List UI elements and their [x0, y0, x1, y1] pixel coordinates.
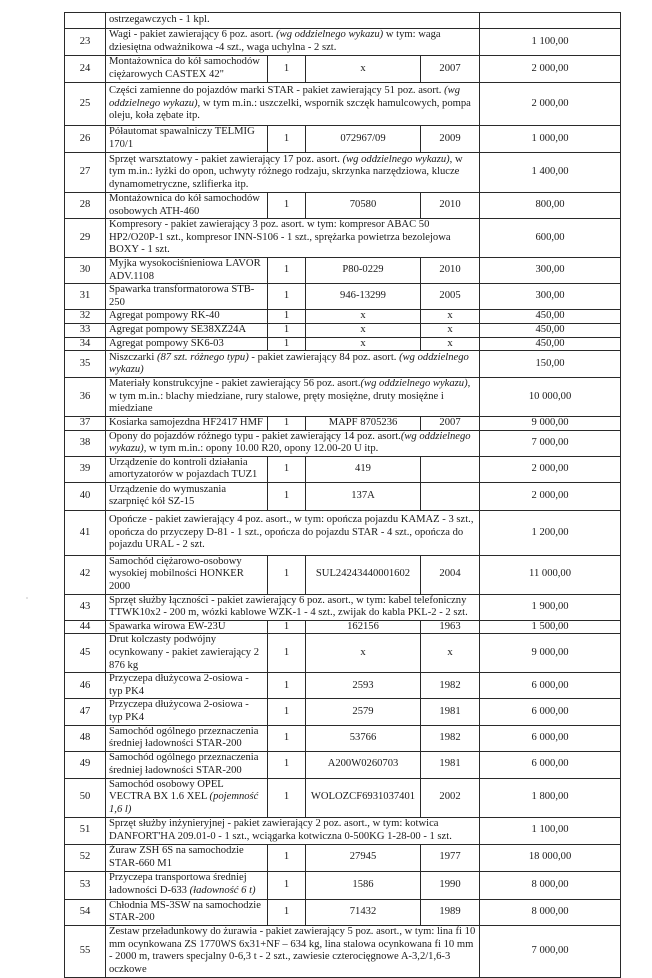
item-description: Samochód ogólnego przeznaczenia średniej ładowności STAR-200 [106, 725, 268, 751]
row-number: 25 [65, 83, 106, 126]
text-run: Części zamienne do pojazdów marki STAR - pakiet zawierający 51 poz. asort. [109, 85, 445, 97]
value-cell: 450,00 [480, 310, 621, 324]
table-row [65, 751, 621, 778]
table-row [65, 153, 621, 193]
year-cell: 2002 [421, 778, 480, 817]
value-cell: 2 000,00 [480, 56, 621, 83]
serial-number-cell: x [306, 323, 421, 337]
row-number: 34 [65, 337, 106, 351]
item-description [106, 351, 480, 378]
item-description [106, 925, 480, 977]
italic-note: (wg oddzielnego wykazu), [109, 430, 471, 455]
row-number: 41 [65, 510, 106, 555]
item-description [106, 778, 268, 817]
text-run: Opony do pojazdów różnego typu - pakiet zawierający 14 poz. asort. [109, 430, 401, 442]
item-description: Półautomat spawalniczy TELMIG 170/1 [106, 126, 268, 153]
item-description [106, 83, 480, 126]
serial-number-cell: x [306, 310, 421, 324]
item-description [106, 378, 480, 417]
inventory-table-body [65, 13, 621, 978]
serial-number-cell: x [306, 337, 421, 351]
year-cell [421, 456, 480, 482]
text-run: w tym m.in.: blachy miedziane, rury stalowe, pręty mosiężne, druty mosiężne i miedziane [109, 390, 444, 415]
item-description: Agregat pompowy SE38XZ24A [106, 323, 268, 337]
value-cell: 8 000,00 [480, 899, 621, 925]
item-description: Przyczepa dłużycowa 2-osiowa - typ PK4 [106, 699, 268, 725]
row-number: 44 [65, 620, 106, 634]
row-number: 54 [65, 899, 106, 925]
item-description: Montażownica do kół samochodów osobowych ATH-460 [106, 193, 268, 219]
row-number: 52 [65, 844, 106, 871]
table-row [65, 337, 621, 351]
table-row [65, 778, 621, 817]
value-cell: 7 000,00 [480, 925, 621, 977]
row-number: 31 [65, 284, 106, 310]
row-number: 49 [65, 751, 106, 778]
row-number: 38 [65, 430, 106, 456]
table-row [65, 634, 621, 673]
table-row [65, 56, 621, 83]
quantity-cell: 1 [268, 871, 306, 899]
table-row [65, 844, 621, 871]
quantity-cell: 1 [268, 310, 306, 324]
row-number: 51 [65, 817, 106, 844]
value-cell: 1 400,00 [480, 153, 621, 193]
table-row [65, 482, 621, 510]
row-number: 48 [65, 725, 106, 751]
row-number: 45 [65, 634, 106, 673]
quantity-cell: 1 [268, 634, 306, 673]
row-number: 28 [65, 193, 106, 219]
table-row [65, 594, 621, 620]
year-cell: 1982 [421, 673, 480, 699]
year-cell: x [421, 337, 480, 351]
serial-number-cell: 27945 [306, 844, 421, 871]
item-description [106, 153, 480, 193]
year-cell: 1982 [421, 725, 480, 751]
row-number: 27 [65, 153, 106, 193]
value-cell: 18 000,00 [480, 844, 621, 871]
row-number: 42 [65, 555, 106, 594]
item-description: Drut kolczasty podwójny ocynkowany - pakiet zawierający 2 876 kg [106, 634, 268, 673]
serial-number-cell: SUL24243440001602 [306, 555, 421, 594]
row-number: 32 [65, 310, 106, 324]
text-run: Sprzęt warsztatowy - pakiet zawierający 17 poz. asort. [109, 153, 343, 165]
text-run: Wagi - pakiet zawierający 6 poz. asort. [109, 29, 277, 41]
table-row [65, 351, 621, 378]
value-cell: 7 000,00 [480, 430, 621, 456]
quantity-cell: 1 [268, 284, 306, 310]
quantity-cell: 1 [268, 456, 306, 482]
year-cell: 1981 [421, 751, 480, 778]
table-row [65, 310, 621, 324]
text-run: Sprzęt służby łączności - pakiet zawierający 6 poz. asort., w tym: kabel telefoniczny TTWK10x2 - 200 m, wózki kablowe WZK-1 - 4 szt., zwijak do kabla PKL-2 - 2 szt. [109, 594, 468, 619]
value-cell: 6 000,00 [480, 725, 621, 751]
table-row [65, 284, 621, 310]
quantity-cell: 1 [268, 620, 306, 634]
text-run: ostrzegawczych - 1 kpl. [109, 14, 210, 26]
value-cell: 9 000,00 [480, 634, 621, 673]
quantity-cell: 1 [268, 257, 306, 283]
italic-note: (87 szt. różnego typu) [156, 351, 249, 363]
year-cell: 1989 [421, 899, 480, 925]
table-row [65, 871, 621, 899]
quantity-cell: 1 [268, 126, 306, 153]
table-row [65, 925, 621, 977]
item-description: Samochód ciężarowo-osobowy wysokiej mobilności HONKER 2000 [106, 555, 268, 594]
serial-number-cell: x [306, 634, 421, 673]
serial-number-cell: 946-13299 [306, 284, 421, 310]
serial-number-cell: MAPF 8705236 [306, 416, 421, 430]
text-run: Sprzęt służby inżynieryjnej - pakiet zawierający 2 poz. asort., w tym: kotwica DANFORT'HA 209.01-0 - 1 szt., wciągarka kotwiczna 0-500KG 1-28-00 - 1 szt. [109, 817, 452, 842]
quantity-cell: 1 [268, 751, 306, 778]
year-cell: 2005 [421, 284, 480, 310]
row-number: 47 [65, 699, 106, 725]
value-cell: 300,00 [480, 284, 621, 310]
table-row [65, 899, 621, 925]
item-description: Przyczepa dłużycowa 2-osiowa - typ PK4 [106, 673, 268, 699]
item-description [106, 594, 480, 620]
value-cell: 10 000,00 [480, 378, 621, 417]
row-number: 30 [65, 257, 106, 283]
item-description: Kosiarka samojezdna HF2417 HMF [106, 416, 268, 430]
row-number: 26 [65, 126, 106, 153]
value-cell: 150,00 [480, 351, 621, 378]
item-description: Spawarka transformatorowa STB-250 [106, 284, 268, 310]
row-number: 37 [65, 416, 106, 430]
italic-note: (wg oddzielnego wykazu) [342, 153, 450, 165]
value-cell: 300,00 [480, 257, 621, 283]
table-row [65, 456, 621, 482]
table-row [65, 13, 621, 29]
serial-number-cell: 2579 [306, 699, 421, 725]
italic-note: (wg oddzielnego wykazu), [109, 85, 460, 109]
table-row [65, 416, 621, 430]
row-number: 50 [65, 778, 106, 817]
italic-note: (wg oddzielnego wykazu) [109, 351, 469, 376]
serial-number-cell: 072967/09 [306, 126, 421, 153]
year-cell [421, 482, 480, 510]
quantity-cell: 1 [268, 193, 306, 219]
serial-number-cell: 419 [306, 456, 421, 482]
quantity-cell: 1 [268, 844, 306, 871]
value-cell: 1 100,00 [480, 817, 621, 844]
text-run: w tym: waga dziesiętna odważnikowa -4 szt., waga uchylna - 2 szt. [109, 29, 441, 53]
serial-number-cell: x [306, 56, 421, 83]
year-cell: 2010 [421, 257, 480, 283]
year-cell: x [421, 634, 480, 673]
year-cell: 1990 [421, 871, 480, 899]
item-description: Urządzenie do kontroli działania amortyzatorów w pojazdach TUZ1 [106, 456, 268, 482]
table-row [65, 83, 621, 126]
quantity-cell: 1 [268, 778, 306, 817]
row-number: 29 [65, 219, 106, 258]
value-cell: 1 500,00 [480, 620, 621, 634]
table-row [65, 699, 621, 725]
serial-number-cell: A200W0260703 [306, 751, 421, 778]
text-run: w tym m.in.: opony 10.00 R20, opony 12.00-20 U itp. [146, 443, 379, 455]
year-cell: x [421, 323, 480, 337]
table-row [65, 257, 621, 283]
value-cell: 6 000,00 [480, 673, 621, 699]
row-number: 33 [65, 323, 106, 337]
year-cell: x [421, 310, 480, 324]
row-number: 39 [65, 456, 106, 482]
year-cell: 2009 [421, 126, 480, 153]
item-description [106, 29, 480, 56]
table-row [65, 430, 621, 456]
row-number: 23 [65, 29, 106, 56]
table-row [65, 620, 621, 634]
item-description: Agregat pompowy SK6-03 [106, 337, 268, 351]
item-description: Spawarka wirowa EW-23U [106, 620, 268, 634]
inventory-table [64, 12, 621, 978]
text-run: Kompresory - pakiet zawierający 3 poz. asort. w tym: kompresor ABAC 50 HP2/O20P-1 szt., kompresor INN-S106 - 1 szt., sprężarka powietrza bezolejowa BOXY - 1 szt. [109, 219, 451, 256]
text-run: Zestaw przeładunkowy do żurawia - pakiet zawierający 5 poz. asort., w tym: lina fi 10 mm ocynkowana ZS 1770WS 6x31+NF – 634 kg, lina stalowa ocynkowana fi 10 mm - 2000 m, trawers specjalny 0-6,3 t - 2 szt., zawiesie czterocięgnowe A-3,2/1,6-3 oczkowe [109, 926, 476, 975]
quantity-cell: 1 [268, 899, 306, 925]
year-cell: 1981 [421, 699, 480, 725]
row-number: 55 [65, 925, 106, 977]
value-cell [480, 13, 621, 29]
text-run: w tym m.in.: uszczelki, wspornik szczęk hamulcowych, pompa oleju, koła zębate itp. [109, 97, 471, 122]
value-cell: 9 000,00 [480, 416, 621, 430]
text-run: Niszczarki [109, 351, 157, 363]
row-number: 43 [65, 594, 106, 620]
item-description: Żuraw ZSH 6S na samochodzie STAR-660 M1 [106, 844, 268, 871]
table-row [65, 29, 621, 56]
text-run: - pakiet zawierający 84 poz. asort. [248, 351, 400, 363]
value-cell: 1 100,00 [480, 29, 621, 56]
value-cell: 2 000,00 [480, 456, 621, 482]
item-description: Urządzenie do wymuszania szarpnięć kół SZ-15 [106, 482, 268, 510]
table-row [65, 126, 621, 153]
value-cell: 1 800,00 [480, 778, 621, 817]
year-cell: 1977 [421, 844, 480, 871]
text-run: Samochód osobowy OPEL VECTRA BX 1.6 XEL [109, 778, 224, 803]
text-run: , w tym m.in.: łyżki do opon, uchwyty różnego rodzaju, skrzynka narzędziowa, klucze dynamometryczne, szlifierka itp. [109, 153, 463, 190]
year-cell: 1963 [421, 620, 480, 634]
table-row [65, 725, 621, 751]
item-description: Agregat pompowy RK-40 [106, 310, 268, 324]
serial-number-cell: 53766 [306, 725, 421, 751]
italic-note: (ładowność 6 t) [189, 885, 256, 897]
serial-number-cell: 2593 [306, 673, 421, 699]
italic-note: (wg oddzielnego wykazu), [360, 378, 471, 390]
year-cell: 2007 [421, 56, 480, 83]
item-description [106, 510, 480, 555]
quantity-cell: 1 [268, 56, 306, 83]
row-number: 40 [65, 482, 106, 510]
table-row [65, 323, 621, 337]
table-row [65, 673, 621, 699]
row-number: 36 [65, 378, 106, 417]
value-cell: 11 000,00 [480, 555, 621, 594]
text-run: Opończe - pakiet zawierający 4 poz. asort., w tym: opończa pojazdu KAMAZ - 3 szt., opończa do przyczepy D-81 - 1 szt., opończa do pojazdu STAR - 4 szt., opończa do pojazdu URAL - 2 szt. [109, 513, 474, 551]
value-cell: 800,00 [480, 193, 621, 219]
quantity-cell: 1 [268, 725, 306, 751]
quantity-cell: 1 [268, 323, 306, 337]
value-cell: 2 000,00 [480, 83, 621, 126]
year-cell: 2007 [421, 416, 480, 430]
item-description: Samochód ogólnego przeznaczenia średniej ładowności STAR-200 [106, 751, 268, 778]
item-description: Chłodnia MS-3SW na samochodzie STAR-200 [106, 899, 268, 925]
row-number: 46 [65, 673, 106, 699]
table-row [65, 555, 621, 594]
item-description [106, 817, 480, 844]
serial-number-cell: 70580 [306, 193, 421, 219]
table-row [65, 817, 621, 844]
value-cell: 450,00 [480, 323, 621, 337]
row-number [65, 13, 106, 29]
italic-note: (wg oddzielnego wykazu) [276, 29, 384, 41]
value-cell: 450,00 [480, 337, 621, 351]
row-number: 53 [65, 871, 106, 899]
serial-number-cell: 137A [306, 482, 421, 510]
value-cell: 8 000,00 [480, 871, 621, 899]
value-cell: 6 000,00 [480, 751, 621, 778]
text-run: Przyczepa transportowa średniej ładowności D-633 [109, 872, 247, 897]
item-description: Myjka wysokociśnieniowa LAVOR ADV.1108 [106, 257, 268, 283]
quantity-cell: 1 [268, 337, 306, 351]
value-cell: 600,00 [480, 219, 621, 258]
table-row [65, 193, 621, 219]
quantity-cell: 1 [268, 699, 306, 725]
scan-speck [26, 597, 28, 599]
row-number: 24 [65, 56, 106, 83]
value-cell: 2 000,00 [480, 482, 621, 510]
quantity-cell: 1 [268, 482, 306, 510]
serial-number-cell: P80-0229 [306, 257, 421, 283]
year-cell: 2004 [421, 555, 480, 594]
italic-note: (pojemność 1,6 l) [109, 791, 259, 815]
item-description [106, 219, 480, 258]
serial-number-cell: 1586 [306, 871, 421, 899]
value-cell: 1 200,00 [480, 510, 621, 555]
text-run: Materiały konstrukcyjne - pakiet zawierający 56 poz. asort. [109, 378, 361, 390]
value-cell: 1 900,00 [480, 594, 621, 620]
table-row [65, 219, 621, 258]
serial-number-cell: 71432 [306, 899, 421, 925]
serial-number-cell: 162156 [306, 620, 421, 634]
value-cell: 6 000,00 [480, 699, 621, 725]
item-description [106, 13, 480, 29]
quantity-cell: 1 [268, 673, 306, 699]
quantity-cell: 1 [268, 416, 306, 430]
item-description [106, 430, 480, 456]
value-cell: 1 000,00 [480, 126, 621, 153]
year-cell: 2010 [421, 193, 480, 219]
table-row [65, 510, 621, 555]
serial-number-cell: WOLOZCF6931037401 [306, 778, 421, 817]
item-description [106, 871, 268, 899]
quantity-cell: 1 [268, 555, 306, 594]
table-row [65, 378, 621, 417]
row-number: 35 [65, 351, 106, 378]
item-description: Montażownica do kół samochodów ciężarowych CASTEX 42" [106, 56, 268, 83]
